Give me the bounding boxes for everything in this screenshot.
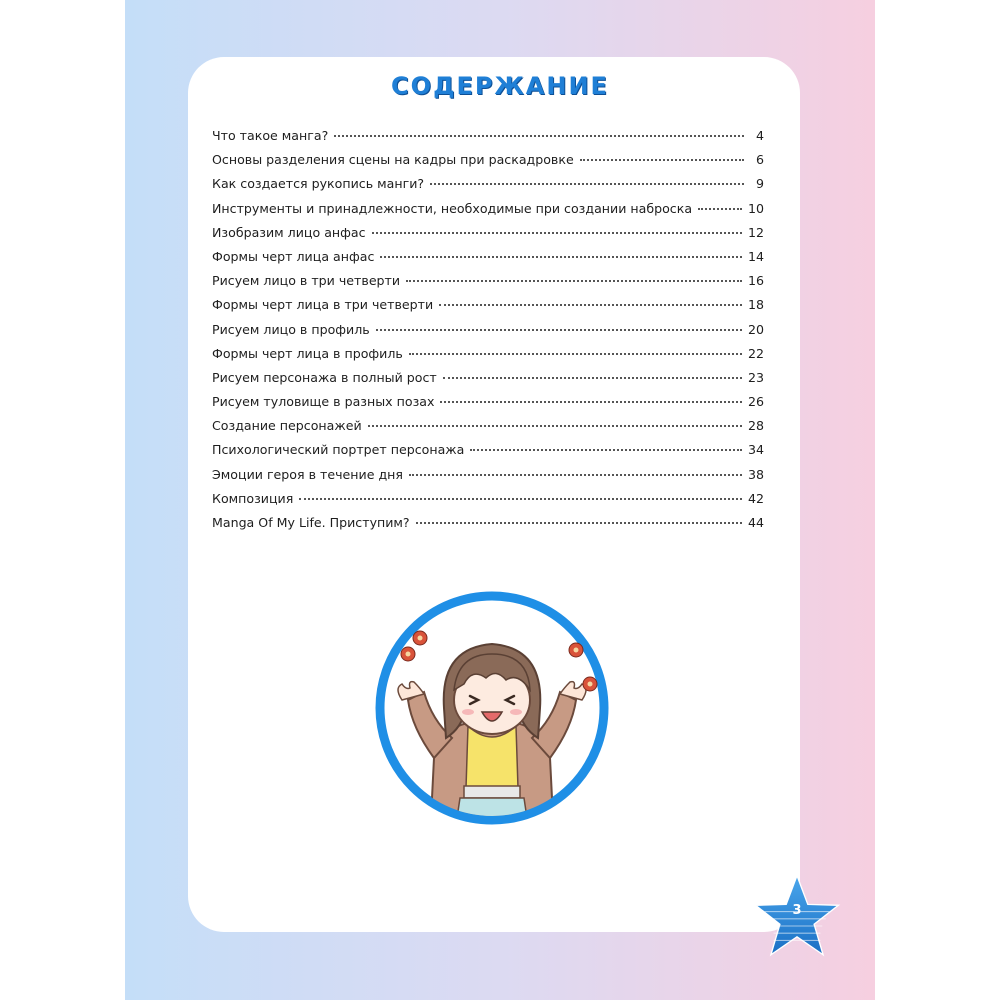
- toc-entry-page: 34: [747, 442, 764, 458]
- toc-entry-page: 23: [747, 369, 764, 385]
- toc-entry: [212, 273, 764, 297]
- dot-leader: [409, 474, 742, 476]
- toc-entry-title: Manga Of My Life. Приступим?: [212, 515, 410, 530]
- dot-leader: [376, 329, 742, 331]
- toc-entry-title: Что такое манга?: [212, 128, 329, 143]
- toc-entry-page: 12: [747, 224, 764, 240]
- toc-entry: [212, 491, 764, 515]
- toc-entry: [212, 346, 764, 370]
- toc-entry-title: Психологический портрет персонажа: [212, 442, 465, 458]
- dot-leader: [580, 159, 744, 161]
- toc-entry: [212, 442, 764, 466]
- toc-entry-title: Как создается рукопись манги?: [212, 176, 425, 192]
- contents-title: СОДЕРЖАНИЕ: [391, 72, 609, 100]
- dot-leader: [440, 401, 742, 403]
- page-number: 3: [792, 903, 802, 918]
- toc-entry-page: 20: [747, 321, 764, 337]
- dot-leader: [698, 208, 742, 210]
- toc-entry-title: Формы черт лица в профиль: [212, 345, 403, 361]
- toc-entry-title: Формы черт лица в три четверти: [212, 297, 434, 313]
- toc-entry: [212, 201, 764, 225]
- toc-entry: [212, 467, 764, 491]
- dot-leader: [380, 256, 742, 258]
- toc-entry: [212, 297, 764, 321]
- toc-entry-page: 9: [755, 176, 764, 192]
- toc-entry-page: 28: [747, 418, 764, 434]
- toc-entry: [212, 249, 764, 273]
- toc-entry-title: Основы разделения сцены на кадры при раскадровке: [212, 152, 574, 168]
- toc-entry-page: 44: [747, 515, 764, 530]
- toc-entry-title: Рисуем лицо в профиль: [212, 321, 370, 337]
- toc-entry-page: 6: [755, 152, 764, 168]
- toc-entry: [212, 515, 764, 539]
- dot-leader: [409, 353, 742, 355]
- toc-entry: [212, 128, 764, 152]
- dot-leader: [299, 498, 742, 500]
- toc-entry-page: 22: [747, 345, 764, 361]
- toc-entry-title: Композиция: [212, 490, 294, 506]
- dot-leader: [372, 232, 742, 234]
- dot-leader: [334, 135, 744, 137]
- toc-entry: [212, 370, 764, 394]
- toc-entry-title: Создание персонажей: [212, 418, 362, 434]
- dot-leader: [416, 522, 742, 524]
- toc-entry-title: Рисуем персонажа в полный рост: [212, 369, 437, 385]
- dot-leader: [443, 377, 742, 379]
- toc-entry-page: 10: [747, 200, 764, 216]
- toc-entry: [212, 152, 764, 176]
- toc-entry: [212, 225, 764, 249]
- toc-entry: [212, 322, 764, 346]
- dot-leader: [470, 449, 742, 451]
- toc-entry-title: Рисуем туловище в разных позах: [212, 394, 435, 410]
- toc-entry-page: 14: [747, 248, 764, 264]
- dot-leader: [430, 183, 744, 185]
- dot-leader: [368, 425, 742, 427]
- toc-entry-page: 38: [747, 466, 764, 482]
- toc-entry: [212, 176, 764, 200]
- dot-leader: [406, 280, 742, 282]
- toc-entry-page: 16: [747, 273, 764, 289]
- toc-entry-page: 26: [747, 394, 764, 410]
- dot-leader: [439, 304, 742, 306]
- toc-entry: [212, 394, 764, 418]
- toc-entry-page: 18: [747, 297, 764, 313]
- toc-entry-title: Изобразим лицо анфас: [212, 224, 366, 240]
- toc-entry-title: Рисуем лицо в три четверти: [212, 273, 401, 289]
- happy-manga-girl-illustration: [372, 588, 612, 828]
- toc-entry-title: Эмоции героя в течение дня: [212, 466, 403, 482]
- toc-entry-title: Инструменты и принадлежности, необходимые при создании наброска: [212, 200, 693, 216]
- toc-entry-page: 42: [747, 490, 764, 506]
- toc-entry-page: 4: [755, 128, 764, 143]
- toc-entry-title: Формы черт лица анфас: [212, 248, 375, 264]
- toc-list: [212, 128, 764, 539]
- toc-entry: [212, 418, 764, 442]
